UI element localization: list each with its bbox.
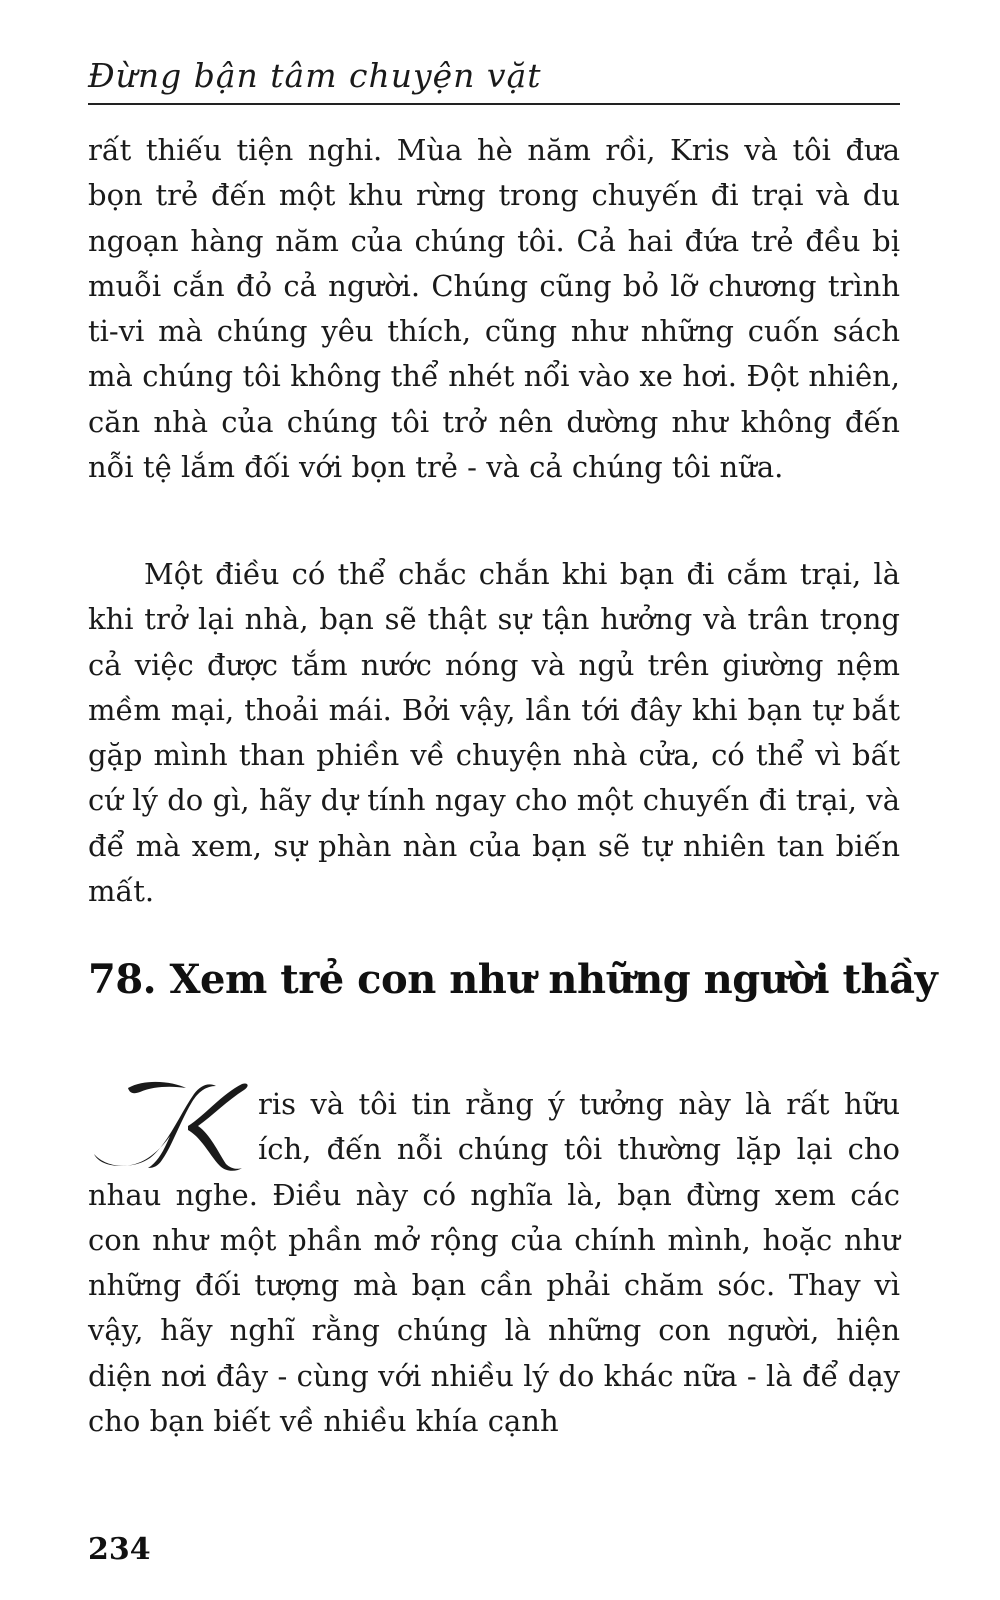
section-body-text: ris và tôi tin rằng ý tưởng này là rất hữu ích, đến nỗi chúng tôi thường lặp lại cho nhau nghe. Điều này có nghĩa là, bạn đừng xem các con như một phần mở rộng của chính mình, hoặc như những đối tượng mà bạn cần phải chăm sóc. Thay vì vậy, hãy nghĩ rằng chúng là những con người, hiện diện nơi đây - cùng với nhiều lý do khác nữa - là để dạy cho bạn biết về nhiều khía cạnh <box>88 1087 900 1439</box>
header-divider <box>88 103 900 105</box>
section-heading: 78. Xem trẻ con như những người thầy <box>88 956 938 1003</box>
section-body <box>88 1082 900 1444</box>
paragraph-2: Một điều có thể chắc chắn khi bạn đi cắm trại, là khi trở lại nhà, bạn sẽ thật sự tận hưởng và trân trọng cả việc được tắm nước nóng và ngủ trên giường nệm mềm mại, thoải mái. Bởi vậy, lần tới đây khi bạn tự bắt gặp mình than phiền về chuyện nhà cửa, có thể vì bất cứ lý do gì, hãy dự tính ngay cho một chuyến đi trại, và để mà xem, sự phàn nàn của bạn sẽ tự nhiên tan biến mất. <box>88 557 900 909</box>
running-header-title: Đừng bận tâm chuyện vặt <box>88 56 542 95</box>
drop-cap <box>88 1080 250 1172</box>
paragraph-1: rất thiếu tiện nghi. Mùa hè năm rồi, Kris và tôi đưa bọn trẻ đến một khu rừng trong chuyến đi trại và du ngoạn hàng năm của chúng tôi. Cả hai đứa trẻ đều bị muỗi cắn đỏ cả người. Chúng cũng bỏ lỡ chương trình ti-vi mà chúng yêu thích, cũng như những cuốn sách mà chúng tôi không thể nhét nổi vào xe hơi. Đột nhiên, căn nhà của chúng tôi trở nên dường như không đến nỗi tệ lắm đối với bọn trẻ - và cả chúng tôi nữa. <box>88 133 900 485</box>
page-number: 234 <box>88 1532 151 1567</box>
